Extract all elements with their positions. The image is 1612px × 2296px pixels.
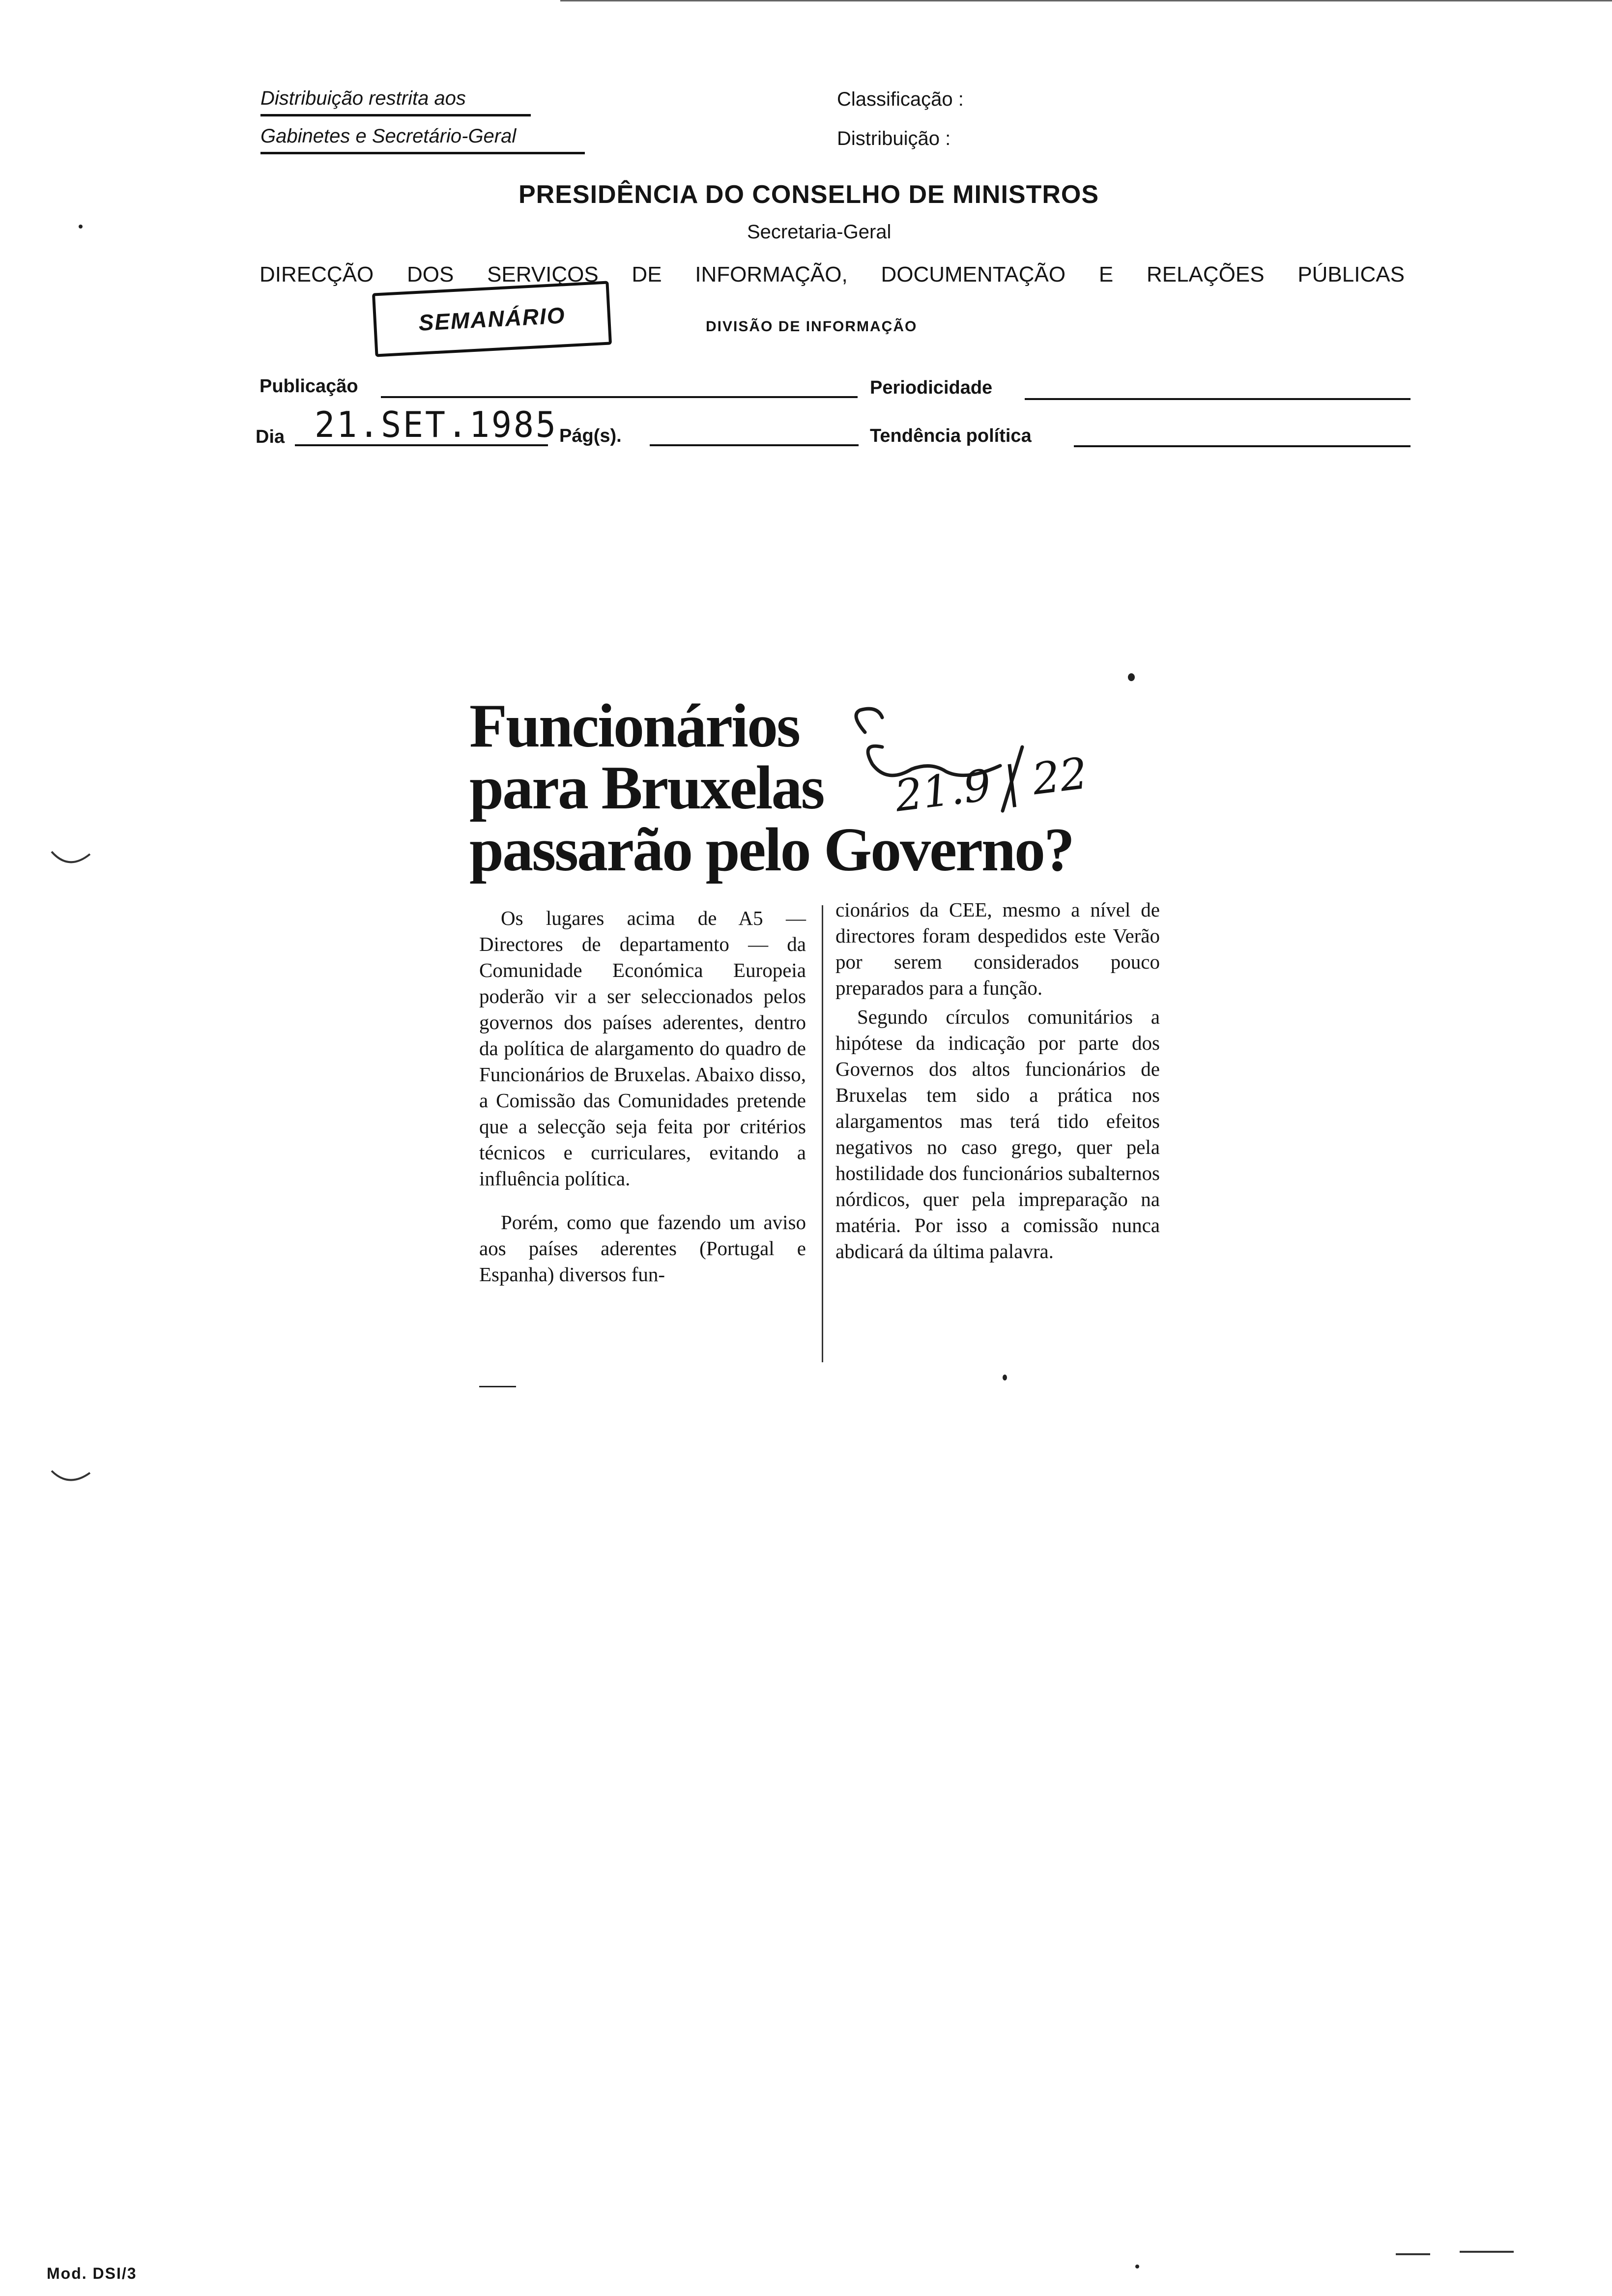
political-tendency-label: Tendência política <box>870 426 1032 446</box>
restricted-underline-2 <box>260 152 585 154</box>
margin-mark-curve <box>52 852 90 862</box>
handwritten-note: 21.9 | 22 <box>892 747 1091 822</box>
restricted-underline-1 <box>260 114 531 116</box>
periodicity-field-line <box>1025 398 1410 400</box>
scan-speck <box>79 225 83 229</box>
article-column-2 <box>835 897 1160 1264</box>
day-value: 21.SET.1985 <box>315 404 558 445</box>
scan-speck <box>1135 2265 1139 2268</box>
headline-line-2: para Bruxelas <box>469 754 824 822</box>
restricted-line-2: Gabinetes e Secretário-Geral <box>260 125 517 147</box>
scan-edge-line <box>560 0 1612 1</box>
stamp-text: SEMANÁRIO <box>418 302 566 336</box>
classification-label: Classificação : <box>837 88 964 110</box>
column-1-paragraph: Porém, como que fazendo um aviso aos países aderentes (Portugal e Espanha) diversos fun- <box>479 1211 806 1286</box>
presidency-title: PRESIDÊNCIA DO CONSELHO DE MINISTROS <box>518 180 1099 209</box>
directorate-word: E <box>1098 262 1114 287</box>
directorate-line <box>259 262 1405 287</box>
directorate-word: DE <box>632 262 662 287</box>
directorate-word: SERVIÇOS <box>487 262 599 287</box>
directorate-word: PÚBLICAS <box>1297 262 1405 287</box>
directorate-word: RELAÇÕES <box>1146 262 1265 287</box>
pages-label: Pág(s). <box>559 426 622 446</box>
margin-mark-curve <box>52 1471 90 1480</box>
secretariat-title: Secretaria-Geral <box>747 221 892 243</box>
division-title: DIVISÃO DE INFORMAÇÃO <box>706 318 918 335</box>
directorate-word: DIRECÇÃO <box>259 262 374 287</box>
column-separator <box>822 905 823 1362</box>
column-2-paragraph: Segundo círculos comunitários a hipótese da indicação por parte dos Governos dos altos funcionários de Bruxelas tem sido a prática nos alargamentos mas terá tido efeitos negativos no caso grego, quer pela hostilidade dos funcionários subalternos nórdicos, quer pela impreparação na matéria. Por isso a comissão nunca abdicará da última palavra. <box>835 1005 1160 1263</box>
political-tendency-field-line <box>1074 445 1410 447</box>
column-end-rule <box>479 1386 516 1387</box>
scan-speck <box>1003 1375 1007 1380</box>
headline-line-1: Funcionários <box>469 692 800 760</box>
form-code: Mod. DSI/3 <box>47 2265 137 2282</box>
scan-dash <box>1460 2251 1514 2253</box>
column-1-paragraph: Os lugares acima de A5 — Directores de departamento — da Comunidade Económica Europeia poderão vir a ser seleccionados pelos governos dos países aderentes, dentro da política de alargamento do quadro de Funcionários de Bruxelas. Abaixo disso, a Comissão das Comunidades pretende que a selecção seja feita por critérios técnicos e curriculares, evitando a influência política. <box>479 907 806 1190</box>
margin-mark <box>49 1467 93 1487</box>
day-label: Dia <box>256 427 285 447</box>
scan-speck <box>1128 673 1135 681</box>
headline-line-3: passarão pelo Governo? <box>469 816 1074 884</box>
article-column-1 <box>479 905 806 1288</box>
margin-mark <box>49 848 93 867</box>
directorate-word: DOS <box>406 262 454 287</box>
directorate-word: DOCUMENTAÇÃO <box>881 262 1066 287</box>
publication-label: Publicação <box>259 376 358 397</box>
pages-field-line <box>650 444 859 446</box>
scan-dash <box>1396 2253 1430 2255</box>
directorate-word: INFORMAÇÃO, <box>695 262 848 287</box>
distribution-label: Distribuição : <box>837 128 951 149</box>
periodicity-label: Periodicidade <box>870 377 993 398</box>
restricted-line-1: Distribuição restrita aos <box>260 87 466 109</box>
column-2-paragraph: cionários da CEE, mesmo a nível de directores foram despedidos este Verão por serem considerados pouco preparados para a função. <box>835 898 1160 999</box>
publication-field-line <box>381 396 858 398</box>
scribble-hook <box>856 709 882 732</box>
publication-stamp <box>372 281 612 357</box>
